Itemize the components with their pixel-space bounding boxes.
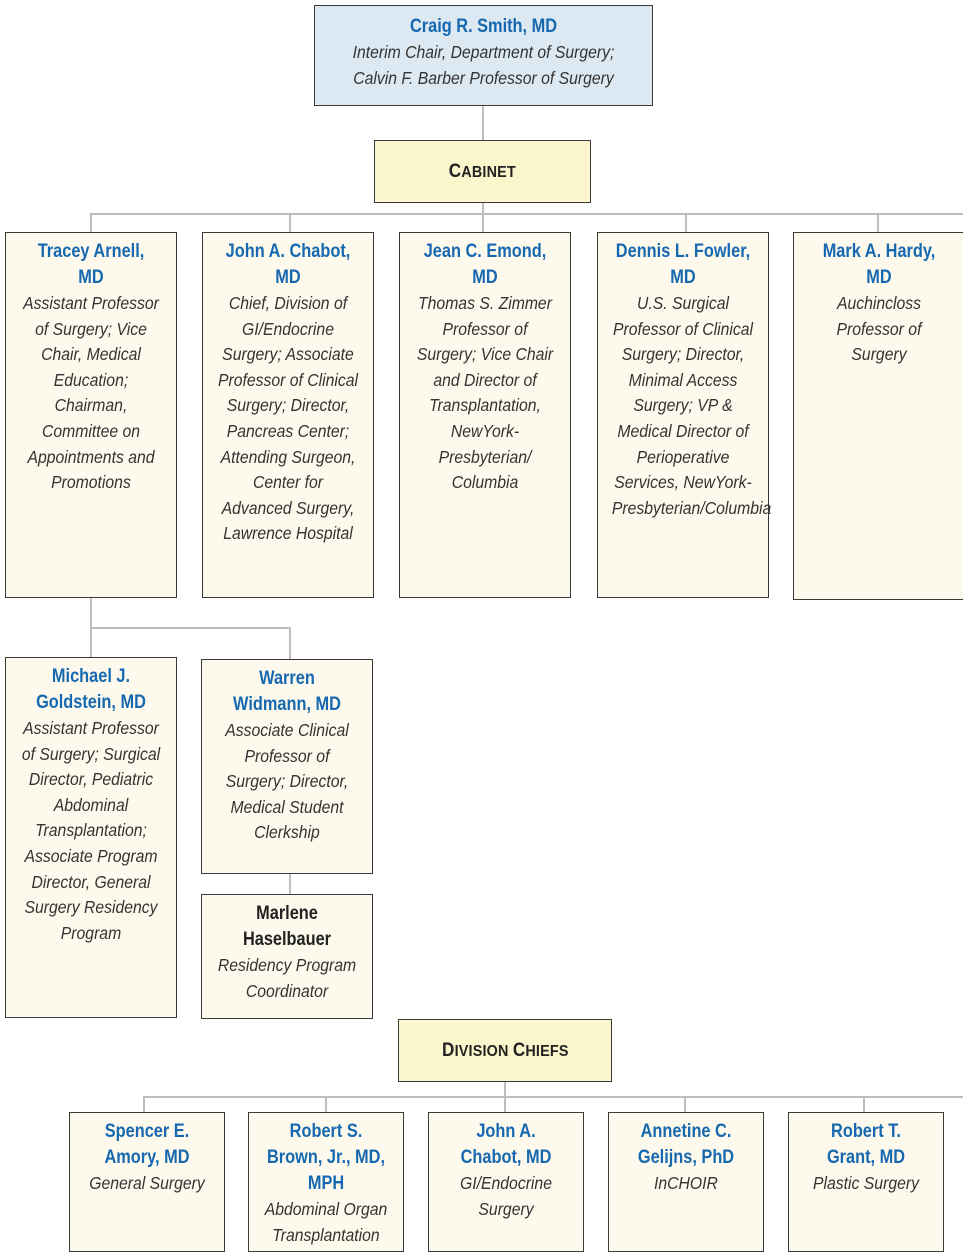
chair-box — [314, 5, 653, 106]
report-title: Associate Clinical Professor of Surgery; Director, Medical Student Clerkship — [225, 720, 349, 843]
chief-division: GI/Endocrine Surgery — [460, 1173, 552, 1219]
report-card — [5, 657, 177, 1018]
chair-title-line-1: Interim Chair, Department of Surgery; — [352, 42, 615, 62]
chief-name: Spencer E. Amory, MD — [104, 1121, 190, 1168]
division-chiefs-label: DIVISION CHIEFS — [441, 1039, 569, 1061]
cabinet-member-card — [597, 232, 772, 598]
report-name: Warren Widmann, MD — [233, 668, 341, 715]
division-chief-card — [69, 1112, 225, 1252]
cabinet-member-card — [793, 232, 963, 600]
chair-name: Craig R. Smith, MD — [409, 16, 558, 37]
member-title: Chief, Division of GI/Endocrine Surgery; Associate Professor of Clinical Surgery; Director, Pancreas Center; Attending Surgeon, Center for Advanced Surgery, Lawrence Hospital — [217, 293, 359, 544]
connector-line — [90, 213, 92, 232]
chief-name: Robert T. Grant, MD — [826, 1121, 906, 1168]
cabinet-member-card — [5, 232, 177, 598]
division-chief-card — [608, 1112, 764, 1252]
cabinet-label-box — [374, 140, 591, 203]
connector-line — [90, 213, 963, 215]
member-name: Mark A. Hardy, MD — [822, 241, 936, 288]
connector-line — [325, 1096, 327, 1112]
connector-line — [143, 1096, 145, 1112]
member-title: Auchincloss Professor of Surgery — [836, 293, 922, 365]
report-card — [201, 659, 373, 874]
report-title: Assistant Professor of Surgery; Surgical Director, Pediatric Abdominal Transplantation; Associate Program Director, General Surgery Residency Program — [21, 718, 161, 943]
connector-line — [877, 213, 879, 232]
coordinator-card — [201, 894, 373, 1019]
connector-line — [90, 627, 290, 629]
cabinet-member-card — [202, 232, 374, 598]
coordinator-name: Marlene Haselbauer — [242, 903, 332, 950]
member-name: Dennis L. Fowler, MD — [615, 241, 751, 288]
member-title: Thomas S. Zimmer Professor of Surgery; Vice Chair and Director of Transplantation, NewYork-Presbyterian/ Columbia — [416, 293, 554, 493]
division-chief-card — [788, 1112, 944, 1252]
cabinet-member-card — [399, 232, 571, 598]
connector-line — [289, 874, 291, 894]
connector-line — [143, 1096, 963, 1098]
connector-line — [482, 106, 484, 140]
connector-line — [863, 1096, 865, 1112]
chief-name: John A. Chabot, MD — [460, 1121, 552, 1168]
member-name: Jean C. Emond, MD — [423, 241, 547, 288]
member-title: Assistant Professor of Surgery; Vice Chair, Medical Education; Chairman, Committee on Appointments and Promotions — [23, 293, 159, 493]
chief-division: InCHOIR — [654, 1173, 718, 1193]
member-name: Tracey Arnell, MD — [37, 241, 145, 288]
connector-line — [482, 213, 484, 232]
division-chief-card — [428, 1112, 584, 1252]
connector-line — [504, 1096, 506, 1112]
chief-division: Abdominal Organ Transplantation — [264, 1199, 388, 1245]
coordinator-title: Residency Program Coordinator — [217, 955, 357, 1001]
connector-line — [685, 213, 687, 232]
member-title: U.S. Surgical Professor of Clinical Surgery; Director, Minimal Access Surgery; VP & Medical Director of Perioperative Services, NewYork-Presbyterian/Columbia — [611, 293, 772, 518]
chair-title-line-2: Calvin F. Barber Professor of Surgery — [353, 67, 614, 88]
member-name: John A. Chabot, MD — [225, 241, 351, 288]
report-name: Michael J. Goldstein, MD — [36, 666, 146, 713]
chief-division: Plastic Surgery — [813, 1173, 919, 1193]
chief-name: Robert S. Brown, Jr., MD, MPH — [266, 1121, 386, 1194]
chief-name: Annetine C. Gelijns, PhD — [637, 1121, 735, 1168]
connector-line — [684, 1096, 686, 1112]
division-chiefs-label-box — [398, 1019, 612, 1082]
division-chief-card — [248, 1112, 404, 1252]
cabinet-label: CABINET — [448, 160, 517, 182]
connector-line — [289, 213, 291, 232]
chief-division: General Surgery — [89, 1173, 205, 1193]
connector-line — [289, 627, 291, 659]
